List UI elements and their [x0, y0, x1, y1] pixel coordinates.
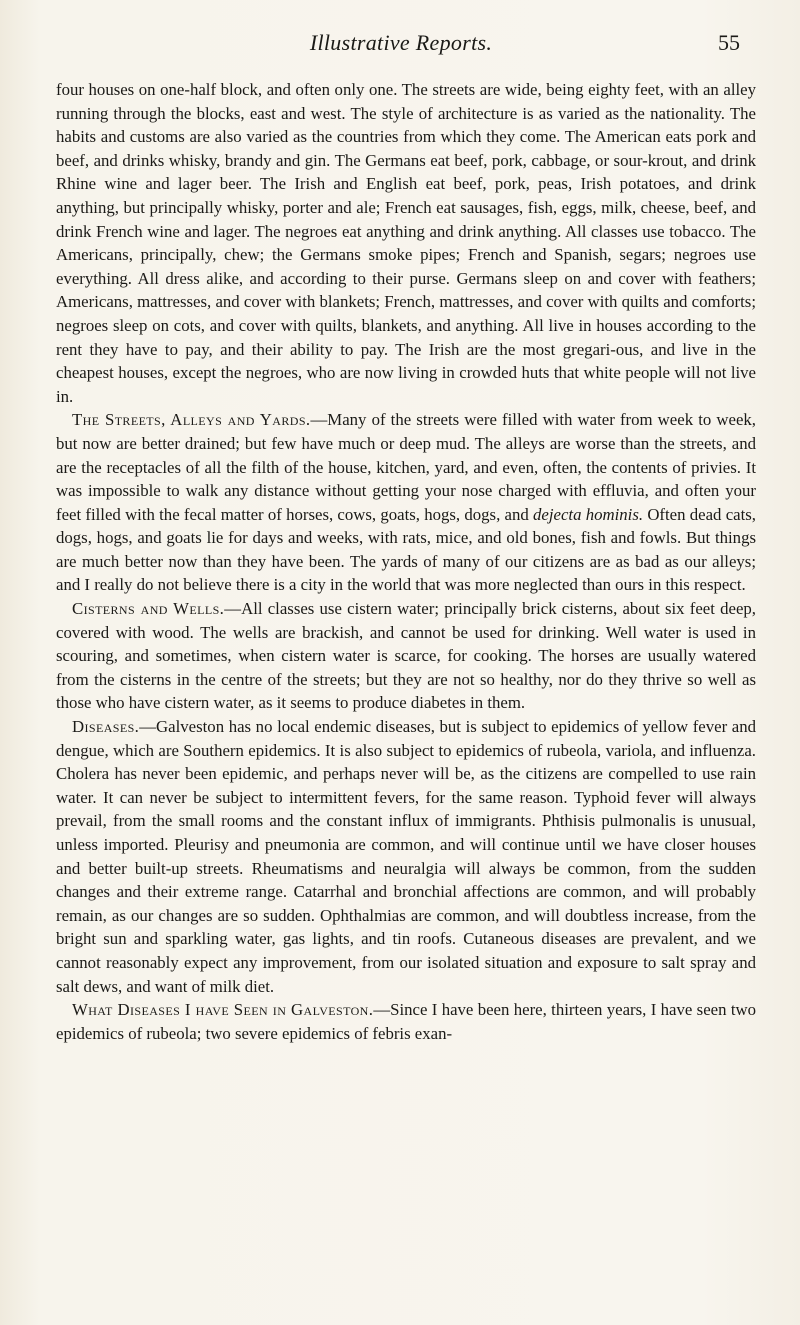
section-heading-diseases-seen: What Diseases I have Seen in Galveston.	[72, 1000, 374, 1020]
paragraph-houses	[56, 78, 756, 408]
paragraph-text: —Since I have been here, thirteen years, I have seen two epidemics of rubeola; two severe epidemics of febris exan-	[56, 1000, 756, 1043]
page-number: 55	[718, 30, 740, 55]
paragraph-diseases-seen	[56, 998, 756, 1045]
section-heading-diseases: Diseases.	[72, 717, 140, 737]
paragraph-text: —Many of the streets were filled with water from week to week, but now are better drained; but few have much or deep mud. The alleys are worse than the streets, and are the receptacles of all the filth of the house, kitchen, yard, and even, often, the contents of privies. It was impossible to walk any distance without getting your nose charged with effluvia, and often your feet filled with the fecal matter of horses, cows, goats, hogs, dogs, and	[56, 410, 757, 524]
italic-term: dejecta hominis.	[533, 504, 644, 524]
paragraph-text: four houses on one-half block, and often only one. The streets are wide, being eighty feet, with an alley running through the blocks, east and west. The style of architecture is as varied as the nationality. The habits and customs are also varied as the countries from which they come. The American eats pork and beef, and drinks whisky, brandy and gin. The Germans eat beef, pork, cabbage, or sour-krout, and drink Rhine wine and lager beer. The Irish and English eat beef, pork, peas, Irish potatoes, and drink anything, but principally whisky, porter and ale; French eat sausages, fish, eggs, milk, cheese, beef, and drink French wine and lager. The negroes eat anything and drink anything. All classes use tobacco. The Americans, principally, chew; the Germans smoke pipes; French and Spanish, segars; negroes use everything. All dress alike, and according to their purse. Germans sleep on and cover with feathers; Americans, mattresses, and cover with blankets; French, mattresses, and cover with quilts and comforts; negroes sleep on cots, and cover with quilts, blankets, and anything. All live in houses according to the rent they have to pay, and their ability to pay. The Irish are the most gregari-ous, and live in the cheapest houses, except the negroes, who are now living in crowded huts that white people will not live in.	[56, 80, 756, 406]
running-title: Illustrative Reports.	[309, 30, 493, 55]
paragraph-diseases	[56, 715, 756, 998]
section-heading-cisterns: Cisterns and Wells.	[72, 599, 225, 619]
paragraph-cisterns	[56, 597, 756, 715]
paragraph-text: —Galveston has no local endemic diseases, but is subject to epidemics of yellow fever and dengue, which are Southern epidemics. It is also subject to epidemics of rubeola, variola, and influenza. Cholera has never been epidemic, and perhaps never will be, as the citizens are compelled to use rain water. It can never be subject to intermittent fevers, for the same reason. Typhoid fever will always prevail, from the small rooms and the constant influx of immigrants. Phthisis pulmonalis is unusual, unless imported. Pleurisy and pneumonia are common, and will continue until we have closer houses and better built-up streets. Rheumatisms and neuralgia will always be common, from the sudden changes and their extreme range. Catarrhal and bronchial affections are common, and will probably remain, as our changes are so sudden. Ophthalmias are common, and will doubtless increase, from the bright sun and sparkling water, gas lights, and tin roofs. Cutaneous diseases are prevalent, and we cannot reasonably expect any improvement, from our isolated situation and exposure to salt spray and salt dews, and want of milk diet.	[56, 717, 756, 996]
section-heading-streets: The Streets, Alleys and Yards.	[72, 410, 311, 430]
body-text	[56, 78, 756, 1045]
paragraph-streets	[56, 408, 756, 597]
paragraph-text: Often dead cats, dogs, hogs, and goats lie for days and weeks, with rats, mice, and old bones, fish and fowls. But things are much better now than they have been. The yards of many of our citizens are as bad as our alleys; and I really do not believe there is a city in the world that was more neglected than ours in this respect.	[56, 504, 756, 595]
running-head	[62, 30, 740, 58]
paragraph-text: —All classes use cistern water; principally brick cisterns, about six feet deep, covered with wood. The wells are brackish, and cannot be used for drinking. Well water is used in scouring, and sometimes, when cistern water is scarce, for cooking. The horses are usually watered from the cisterns in the centre of the streets; but they are not so healthy, nor do they thrive so well as those who have cistern water, as it seems to produce diabetes in them.	[56, 599, 756, 713]
